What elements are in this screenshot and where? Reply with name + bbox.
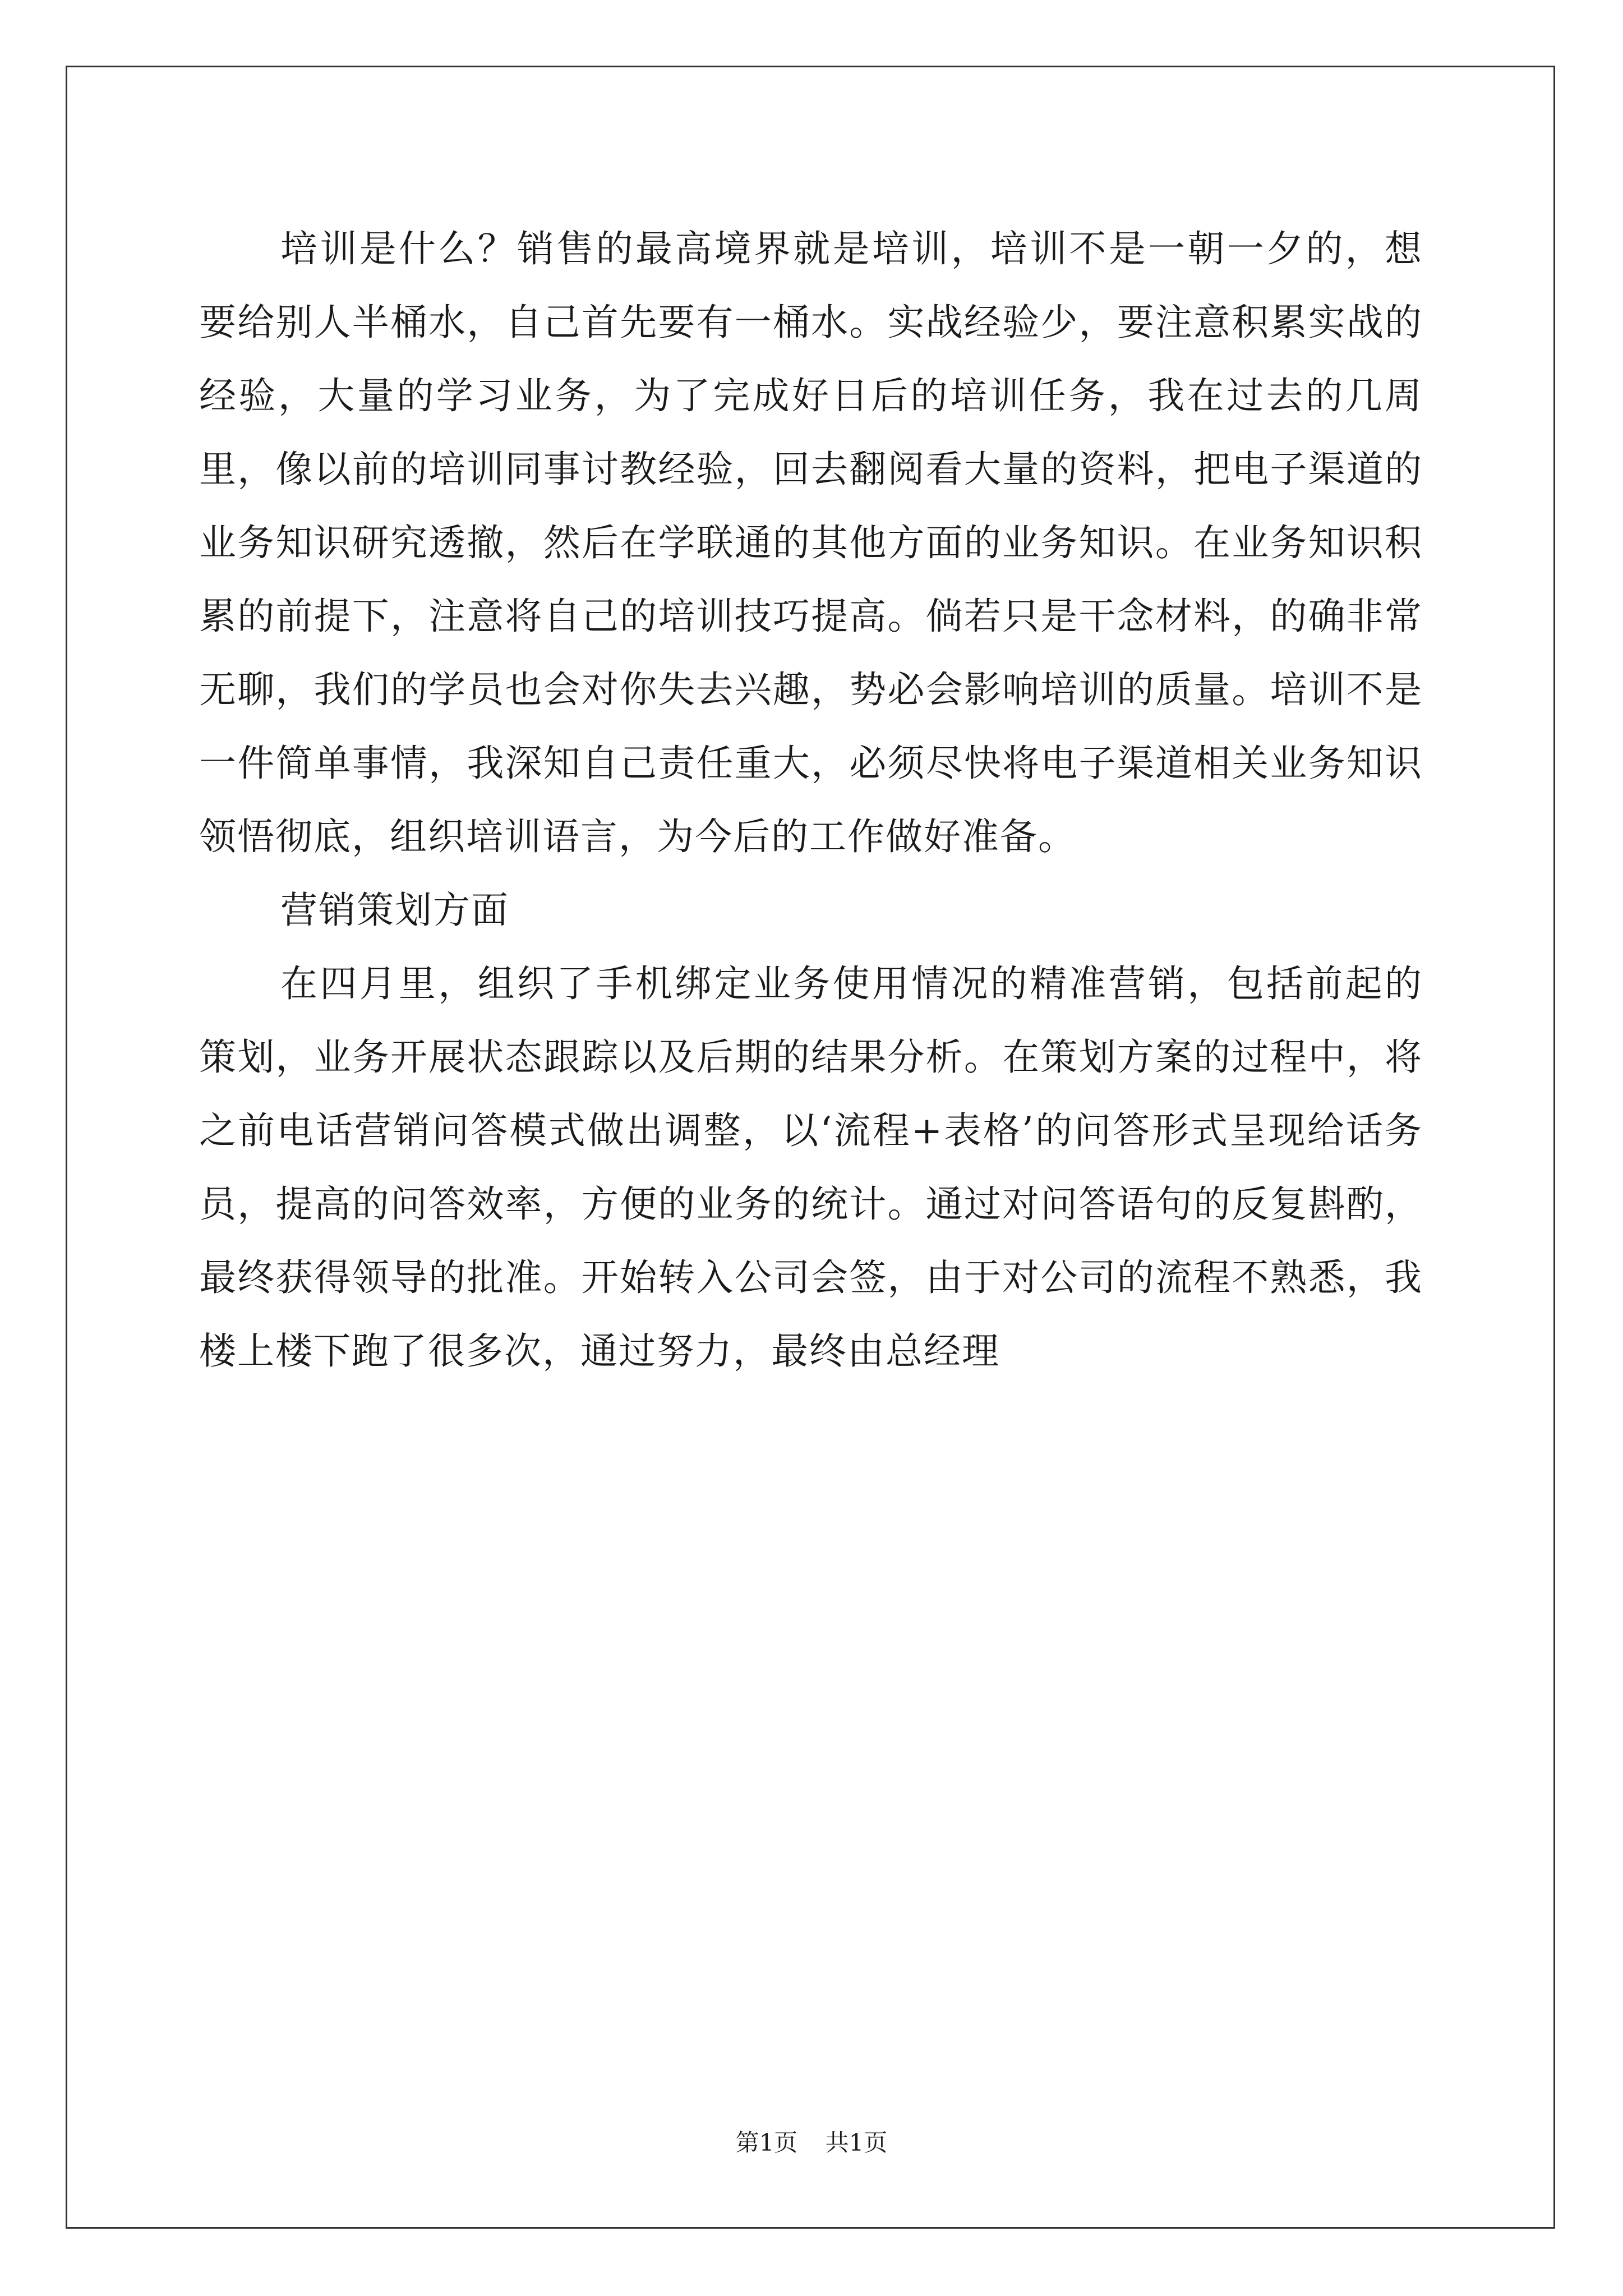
section-heading: 营销策划方面: [280, 889, 509, 932]
page-footer: [0, 2126, 1623, 2160]
page-total: 共1页: [825, 2129, 888, 2156]
document-body: [199, 212, 1423, 1388]
marketing-paragraph: 在四月里，组织了手机绑定业务使用情况的精准营销，包括前起的策划，业务开展状态跟踪以及后期的结果分析。在策划方案的过程中，将之前电话营销问答模式做出调整，以‘流程+表格’的问答形式呈现给话务员，提高的问答效率，方便的业务的统计。通过对问答语句的反复斟酌，最终获得领导的批准。开始转入公司会签，由于对公司的流程不熟悉，我楼上楼下跑了很多次，通过努力，最终由总经理: [199, 962, 1423, 1373]
page-number: 第1页: [735, 2129, 798, 2156]
training-paragraph: 培训是什么？销售的最高境界就是培训，培训不是一朝一夕的，想要给别人半桶水，自己首先要有一桶水。实战经验少，要注意积累实战的经验，大量的学习业务，为了完成好日后的培训任务，我在过去的几周里，像以前的培训同事讨教经验，回去翻阅看大量的资料，把电子渠道的业务知识研究透撤，然后在学联通的其他方面的业务知识。在业务知识积累的前提下，注意将自己的培训技巧提高。倘若只是干念材料，的确非常无聊，我们的学员也会对你失去兴趣，势必会影响培训的质量。培训不是一件简单事情，我深知自己责任重大，必须尽快将电子渠道相关业务知识领悟彻底，组织培训语言，为今后的工作做好准备。: [199, 227, 1423, 858]
